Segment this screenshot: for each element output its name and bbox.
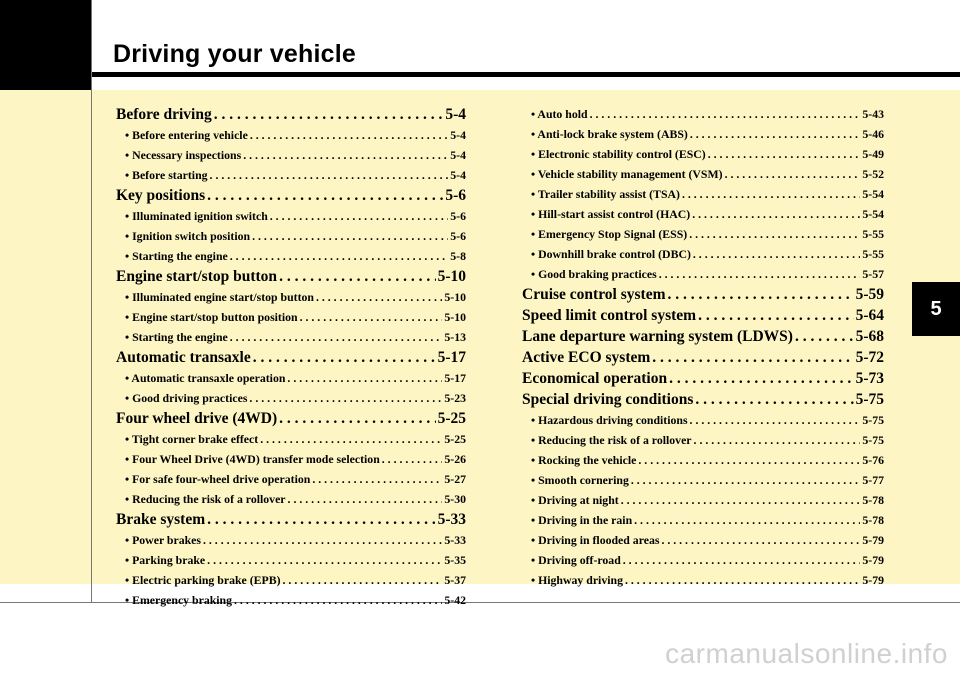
chapter-tab[interactable]: 5 (912, 282, 960, 336)
toc-entry-page: 5-10 (444, 310, 466, 324)
dot-leader (252, 226, 448, 246)
toc-subsection-entry[interactable] (116, 550, 466, 570)
toc-entry-title: Speed limit control system (522, 307, 697, 324)
toc-entry-page: 5-33 (444, 533, 466, 547)
toc-entry-page: 5-17 (437, 349, 466, 366)
toc-entry-title: • Driving off-road (531, 553, 621, 567)
toc-entry-title: • Electronic stability control (ESC) (531, 147, 706, 161)
toc-entry-title: • Good braking practices (531, 267, 657, 281)
margin-divider (91, 0, 92, 603)
toc-entry-title: Special driving conditions (522, 391, 694, 408)
toc-entry-page: 5-35 (444, 553, 466, 567)
toc-entry-title: Four wheel drive (4WD) (116, 410, 278, 427)
dot-leader (669, 368, 853, 389)
toc-entry-title: • Four Wheel Drive (4WD) transfer mode selection (125, 452, 380, 466)
toc-entry-title: • Auto hold (531, 107, 588, 121)
toc-entry-title: • Downhill brake control (DBC) (531, 247, 691, 261)
toc-subsection-entry[interactable] (522, 430, 884, 450)
toc-entry-title: • Driving in flooded areas (531, 533, 660, 547)
dot-leader (207, 509, 435, 530)
toc-entry-page: 5-78 (862, 513, 884, 527)
toc-entry-page: 5-37 (444, 573, 466, 587)
toc-entry-page: 5-23 (444, 391, 466, 405)
toc-entry-page: 5-4 (450, 168, 466, 182)
toc-entry-title: • Electric parking brake (EPB) (125, 573, 281, 587)
toc-section-entry[interactable] (522, 347, 884, 368)
toc-subsection-entry[interactable] (116, 307, 466, 327)
dot-leader (230, 327, 443, 347)
toc-entry-title: • Vehicle stability management (VSM) (531, 167, 723, 181)
toc-section-entry[interactable] (116, 266, 466, 287)
toc-entry-title: • Before entering vehicle (125, 128, 248, 142)
toc-entry-page: 5-75 (862, 413, 884, 427)
dot-leader (694, 430, 861, 450)
dot-leader (234, 590, 442, 610)
toc-subsection-entry[interactable] (116, 530, 466, 550)
toc-entry-title: • Smooth cornering (531, 473, 629, 487)
toc-subsection-entry[interactable] (522, 530, 884, 550)
toc-section-entry[interactable] (116, 104, 466, 125)
toc-entry-title: Cruise control system (522, 286, 666, 303)
dot-leader (382, 449, 443, 469)
toc-subsection-entry[interactable] (116, 165, 466, 185)
dot-leader (621, 490, 861, 510)
toc-entry-page: 5-75 (862, 433, 884, 447)
dot-leader (698, 305, 854, 326)
dot-leader (250, 125, 448, 145)
toc-entry-page: 5-73 (855, 370, 884, 387)
toc-entry-page: 5-4 (445, 106, 466, 123)
toc-entry-title: • Rocking the vehicle (531, 453, 637, 467)
toc-subsection-entry[interactable] (522, 570, 884, 590)
toc-entry-page: 5-33 (437, 511, 466, 528)
toc-subsection-entry[interactable] (116, 449, 466, 469)
toc-entry-page: 5-27 (444, 472, 466, 486)
toc-subsection-entry[interactable] (116, 226, 466, 246)
dot-leader (590, 104, 861, 124)
toc-subsection-entry[interactable] (116, 327, 466, 347)
toc-subsection-entry[interactable] (116, 388, 466, 408)
dot-leader (312, 469, 442, 489)
dot-leader (661, 530, 860, 550)
toc-entry-title: Automatic transaxle (116, 349, 251, 366)
toc-subsection-entry[interactable] (522, 224, 884, 244)
toc-subsection-entry[interactable] (116, 145, 466, 165)
toc-entry-page: 5-52 (862, 167, 884, 181)
toc-entry-page: 5-4 (450, 128, 466, 142)
dot-leader (690, 410, 861, 430)
dot-leader (652, 347, 853, 368)
toc-entry-page: 5-6 (450, 229, 466, 243)
toc-subsection-entry[interactable] (116, 590, 466, 610)
dot-leader (203, 530, 442, 550)
header-black-block (0, 0, 92, 90)
toc-subsection-entry[interactable] (522, 264, 884, 284)
toc-entry-page: 5-6 (450, 209, 466, 223)
toc-entry-title: Key positions (116, 187, 206, 204)
toc-entry-page: 5-43 (862, 107, 884, 121)
dot-leader (260, 429, 442, 449)
dot-leader (288, 489, 443, 509)
toc-subsection-entry[interactable] (522, 104, 884, 124)
toc-entry-page: 5-49 (862, 147, 884, 161)
toc-entry-title: • Illuminated ignition switch (125, 209, 268, 223)
toc-entry-page: 5-54 (862, 187, 884, 201)
dot-leader (253, 347, 436, 368)
toc-entry-page: 5-25 (444, 432, 466, 446)
toc-entry-title: • Parking brake (125, 553, 206, 567)
toc-entry-title: Lane departure warning system (LDWS) (522, 328, 793, 345)
dot-leader (692, 204, 860, 224)
dot-leader (659, 264, 861, 284)
dot-leader (283, 570, 443, 590)
page-title: Driving your vehicle (113, 40, 356, 68)
toc-entry-title: Engine start/stop button (116, 268, 278, 285)
toc-subsection-entry[interactable] (522, 124, 884, 144)
dot-leader (230, 246, 449, 266)
toc-section-entry[interactable] (116, 347, 466, 368)
toc-subsection-entry[interactable] (522, 470, 884, 490)
toc-entry-title: • Starting the engine (125, 330, 228, 344)
toc-entry-page: 5-10 (437, 268, 466, 285)
toc-entry-title: • Highway driving (531, 573, 623, 587)
toc-entry-title: • Anti-lock brake system (ABS) (531, 127, 688, 141)
dot-leader (214, 104, 444, 125)
toc-entry-title: • Power brakes (125, 533, 201, 547)
dot-leader (243, 145, 448, 165)
toc-subsection-entry[interactable] (522, 184, 884, 204)
toc-left-column (116, 104, 466, 610)
toc-subsection-entry[interactable] (522, 490, 884, 510)
toc-subsection-entry[interactable] (522, 144, 884, 164)
toc-entry-title: • Emergency braking (125, 593, 233, 607)
toc-entry-page: 5-46 (862, 127, 884, 141)
toc-entry-title: • Reducing the risk of a rollover (531, 433, 692, 447)
toc-subsection-entry[interactable] (522, 164, 884, 184)
toc-section-entry[interactable] (116, 185, 466, 206)
toc-section-entry[interactable] (522, 389, 884, 410)
toc-entry-page: 5-42 (444, 593, 466, 607)
dot-leader (279, 408, 435, 429)
toc-entry-page: 5-54 (862, 207, 884, 221)
dot-leader (638, 450, 860, 470)
toc-subsection-entry[interactable] (116, 206, 466, 226)
toc-entry-page: 5-17 (444, 371, 466, 385)
toc-subsection-entry[interactable] (116, 429, 466, 449)
dot-leader (631, 470, 861, 490)
toc-entry-page: 5-79 (862, 533, 884, 547)
toc-entry-page: 5-8 (450, 249, 466, 263)
toc-subsection-entry[interactable] (116, 489, 466, 509)
dot-leader (795, 326, 854, 347)
toc-entry-page: 5-78 (862, 493, 884, 507)
toc-entry-page: 5-55 (862, 247, 884, 261)
toc-entry-title: Economical operation (522, 370, 668, 387)
toc-entry-page: 5-25 (437, 410, 466, 427)
toc-section-entry[interactable] (522, 368, 884, 389)
toc-entry-title: • Driving in the rain (531, 513, 633, 527)
toc-subsection-entry[interactable] (522, 550, 884, 570)
dot-leader (279, 266, 436, 287)
header-rule (92, 72, 960, 77)
dot-leader (625, 570, 860, 590)
toc-section-entry[interactable] (522, 305, 884, 326)
toc-entry-title: • Ignition switch position (125, 229, 251, 243)
toc-entry-page: 5-4 (450, 148, 466, 162)
toc-entry-title: • For safe four-wheel drive operation (125, 472, 311, 486)
toc-subsection-entry[interactable] (116, 246, 466, 266)
dot-leader (708, 144, 861, 164)
toc-entry-page: 5-30 (444, 492, 466, 506)
toc-subsection-entry[interactable] (522, 244, 884, 264)
toc-entry-title: • Illuminated engine start/stop button (125, 290, 314, 304)
toc-subsection-entry[interactable] (522, 204, 884, 224)
toc-entry-page: 5-57 (862, 267, 884, 281)
toc-right-column (522, 104, 884, 590)
dot-leader (693, 244, 860, 264)
dot-leader (207, 185, 443, 206)
toc-entry-page: 5-75 (855, 391, 884, 408)
toc-entry-title: • Emergency Stop Signal (ESS) (531, 227, 688, 241)
toc-subsection-entry[interactable] (116, 469, 466, 489)
dot-leader (207, 550, 442, 570)
toc-entry-page: 5-79 (862, 553, 884, 567)
toc-section-entry[interactable] (522, 326, 884, 347)
toc-entry-page: 5-6 (445, 187, 466, 204)
toc-section-entry[interactable] (522, 284, 884, 305)
watermark: carmanualsonline.info (665, 638, 948, 669)
toc-entry-title: Before driving (116, 106, 212, 123)
dot-leader (682, 184, 860, 204)
toc-entry-title: • Trailer stability assist (TSA) (531, 187, 680, 201)
dot-leader (690, 124, 861, 144)
dot-leader (210, 165, 449, 185)
toc-entry-title: • Hazardous driving conditions (531, 413, 688, 427)
toc-entry-page: 5-72 (855, 349, 884, 366)
toc-subsection-entry[interactable] (522, 450, 884, 470)
toc-entry-title: • Hill-start assist control (HAC) (531, 207, 691, 221)
dot-leader (249, 388, 442, 408)
toc-entry-page: 5-55 (862, 227, 884, 241)
dot-leader (668, 284, 854, 305)
toc-subsection-entry[interactable] (116, 125, 466, 145)
toc-subsection-entry[interactable] (116, 368, 466, 388)
toc-entry-title: • Before starting (125, 168, 208, 182)
toc-entry-title: • Engine start/stop button position (125, 310, 298, 324)
toc-entry-title: • Necessary inspections (125, 148, 242, 162)
toc-section-entry[interactable] (116, 408, 466, 429)
dot-leader (316, 287, 442, 307)
toc-entry-title: • Reducing the risk of a rollover (125, 492, 286, 506)
dot-leader (300, 307, 443, 327)
toc-entry-title: • Driving at night (531, 493, 619, 507)
toc-subsection-entry[interactable] (522, 510, 884, 530)
toc-entry-page: 5-13 (444, 330, 466, 344)
dot-leader (634, 510, 860, 530)
toc-entry-page: 5-26 (444, 452, 466, 466)
dot-leader (623, 550, 861, 570)
toc-subsection-entry[interactable] (116, 287, 466, 307)
dot-leader (695, 389, 853, 410)
dot-leader (270, 206, 448, 226)
toc-section-entry[interactable] (116, 509, 466, 530)
toc-entry-title: Brake system (116, 511, 206, 528)
toc-subsection-entry[interactable] (522, 410, 884, 430)
toc-entry-title: • Starting the engine (125, 249, 228, 263)
toc-entry-title: Active ECO system (522, 349, 651, 366)
toc-entry-title: • Automatic transaxle operation (125, 371, 286, 385)
toc-entry-page: 5-10 (444, 290, 466, 304)
dot-leader (287, 368, 442, 388)
toc-entry-page: 5-59 (855, 286, 884, 303)
toc-entry-page: 5-68 (855, 328, 884, 345)
toc-entry-title: • Good driving practices (125, 391, 248, 405)
dot-leader (725, 164, 861, 184)
toc-entry-title: • Tight corner brake effect (125, 432, 259, 446)
toc-entry-page: 5-77 (862, 473, 884, 487)
toc-entry-page: 5-64 (855, 307, 884, 324)
toc-entry-page: 5-76 (862, 453, 884, 467)
toc-entry-page: 5-79 (862, 573, 884, 587)
dot-leader (689, 224, 860, 244)
toc-subsection-entry[interactable] (116, 570, 466, 590)
